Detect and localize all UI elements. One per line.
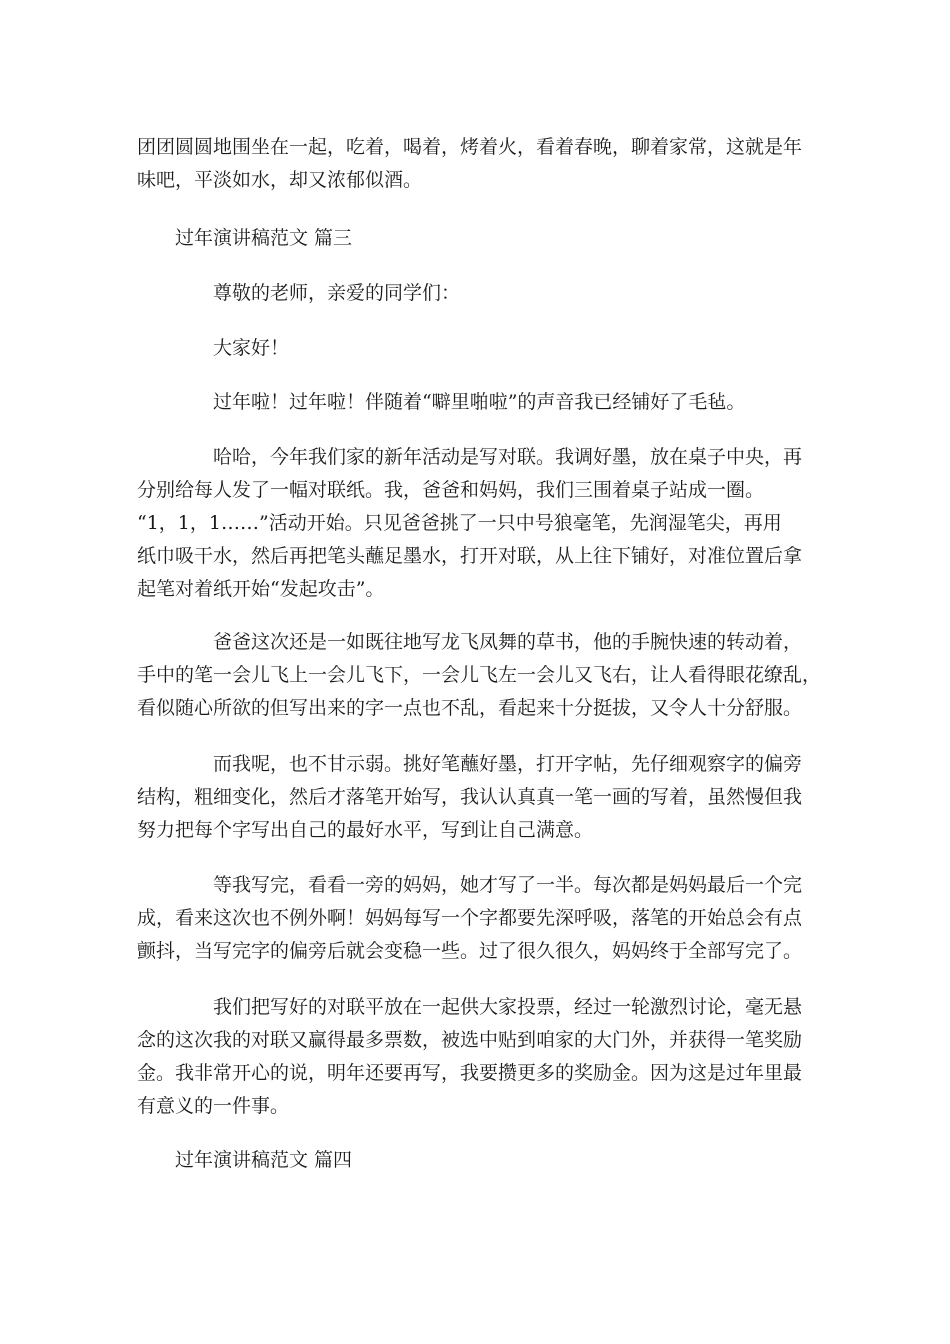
section-three-title: 过年演讲稿范文 篇三	[175, 227, 353, 249]
text-line: 分别给每人发了一幅对联纸。我，爸爸和妈妈，我们三围着桌子站成一圈。	[137, 479, 765, 501]
paragraph-3	[137, 626, 822, 725]
text-line: 我们把写好的对联平放在一起供大家投票，经过一轮激烈讨论，毫无悬	[213, 996, 803, 1018]
text-line: 尊敬的老师，亲爱的同学们：	[213, 282, 461, 304]
paragraph-4	[137, 748, 817, 847]
intro-paragraph	[137, 131, 817, 197]
text-line: 纸巾吸干水，然后再把笔头蘸足墨水，打开对联，从上往下铺好，对准位置后拿	[137, 545, 803, 567]
text-line: 味吧，平淡如水，却又浓郁似酒。	[137, 169, 423, 191]
text-line: 而我呢，也不甘示弱。挑好笔蘸好墨，打开字帖，先仔细观察字的偏旁	[213, 753, 803, 775]
text-line: 团团圆圆地围坐在一起，吃着，喝着，烤着火，看着春晚，聊着家常，这就是年	[137, 136, 803, 158]
text-line: 看似随心所欲的但写出来的字一点也不乱，看起来十分挺拔，又令人十分舒服。	[137, 697, 803, 719]
greeting-line	[137, 277, 817, 310]
hello-line	[137, 332, 817, 365]
paragraph-2	[137, 441, 817, 606]
text-line: 念的这次我的对联又赢得最多票数，被选中贴到咱家的大门外，并获得一笔奖励	[137, 1029, 803, 1051]
paragraph-5	[137, 869, 817, 968]
paragraph-6	[137, 991, 817, 1123]
text-line: 过年啦！过年啦！伴随着“噼里啪啦”的声音我已经铺好了毛毡。	[213, 391, 746, 413]
text-line: 起笔对着纸开始“发起攻击”。	[137, 578, 385, 600]
text-line: 成，看来这次也不例外啊！妈妈每写一个字都要先深呼吸，落笔的开始总会有点	[137, 907, 803, 929]
text-line: 努力把每个字写出自己的最好水平，写到让自己满意。	[137, 819, 594, 841]
section-four-title: 过年演讲稿范文 篇四	[175, 1149, 353, 1171]
text-line: 大家好！	[213, 337, 290, 359]
text-line: 颤抖，当写完字的偏旁后就会变稳一些。过了很久很久，妈妈终于全部写完了。	[137, 940, 803, 962]
text-line: 手中的笔一会儿飞上一会儿飞下，一会儿飞左一会儿又飞右，让人看得眼花缭乱，	[137, 664, 822, 686]
text-line: 爸爸这次还是一如既往地写龙飞凤舞的草书，他的手腕快速的转动着，	[213, 631, 803, 653]
text-line: 等我写完，看看一旁的妈妈，她才写了一半。每次都是妈妈最后一个完	[213, 874, 803, 896]
text-line: 有意义的一件事。	[137, 1095, 290, 1117]
text-line: 金。我非常开心的说，明年还要再写，我要攒更多的奖励金。因为这是过年里最	[137, 1062, 803, 1084]
paragraph-1	[137, 386, 817, 419]
text-line: 哈哈，今年我们家的新年活动是写对联。我调好墨，放在桌子中央，再	[213, 446, 803, 468]
text-line: “1，1，1……”活动开始。只见爸爸挑了一只中号狼毫笔，先润湿笔尖，再用	[137, 512, 782, 534]
text-line: 结构，粗细变化，然后才落笔开始写，我认认真真一笔一画的写着，虽然慢但我	[137, 786, 803, 808]
